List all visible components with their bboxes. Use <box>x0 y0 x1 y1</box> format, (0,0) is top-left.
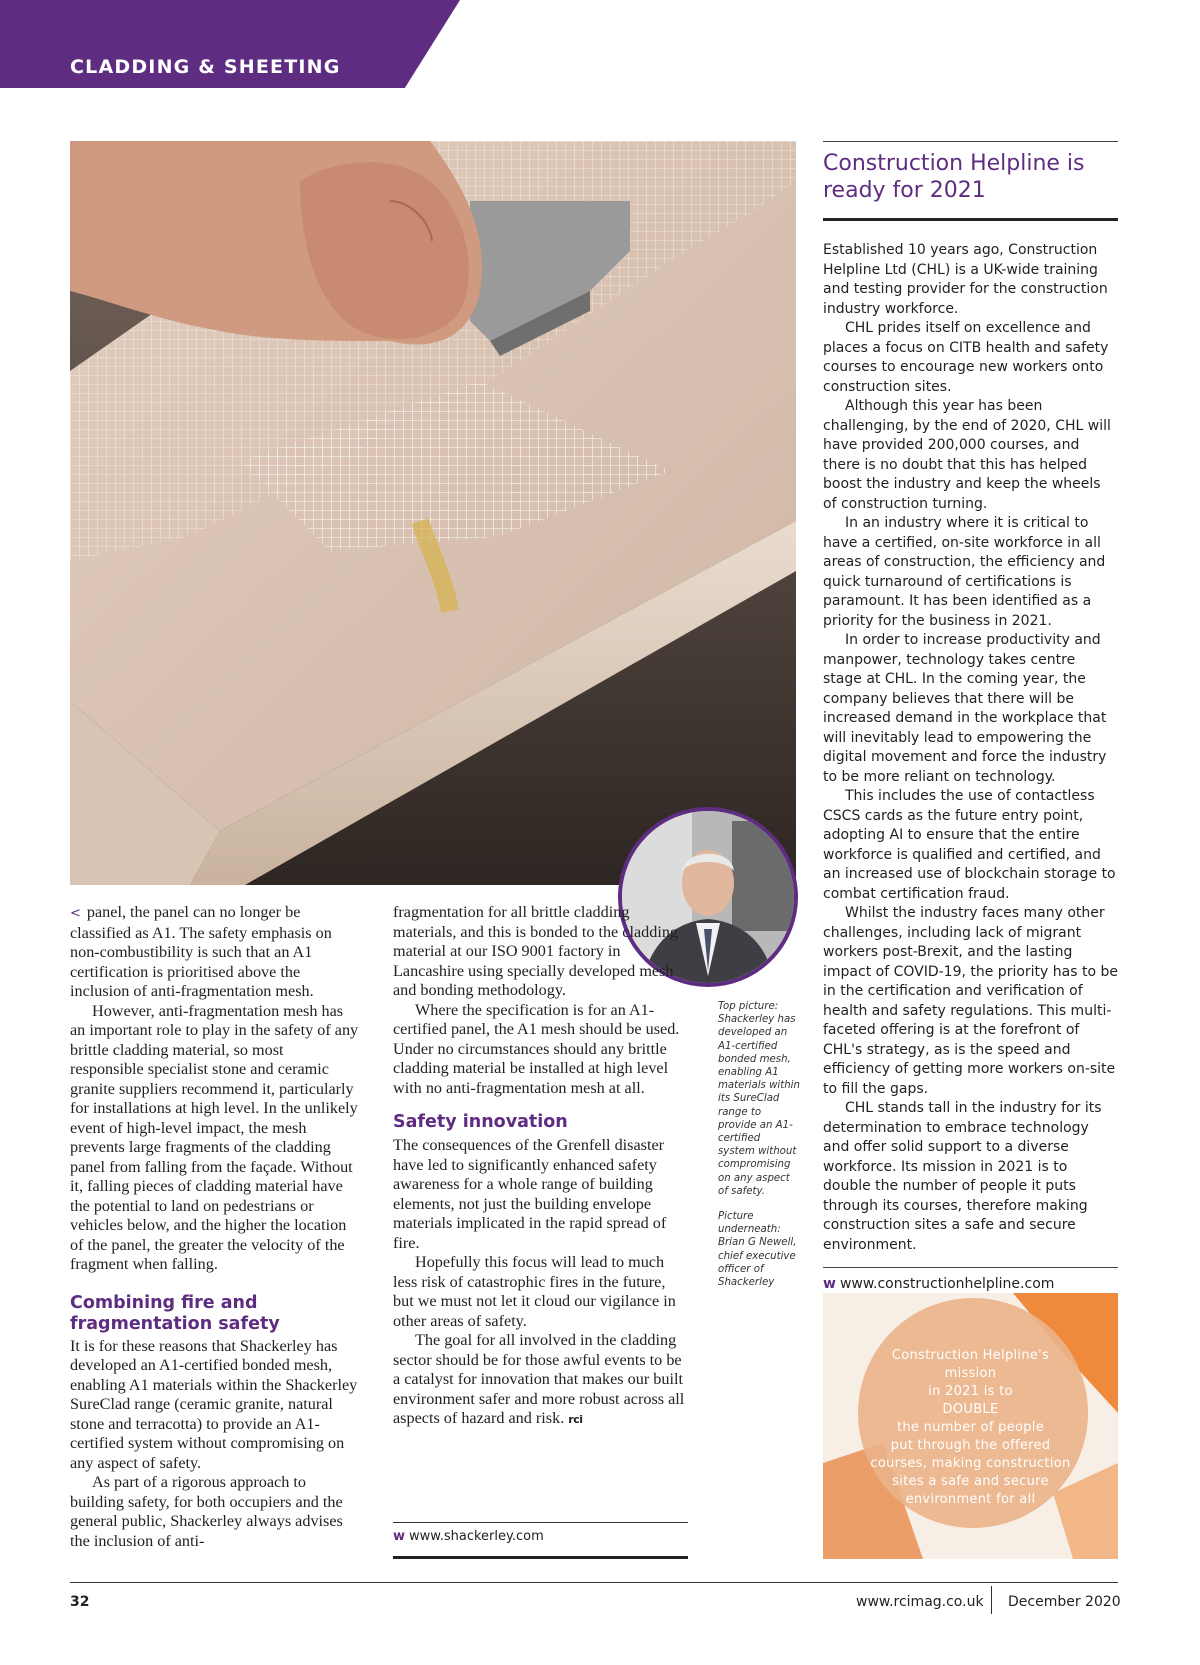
sidebar-title-rule <box>823 218 1118 221</box>
sidebar-web-link[interactable] <box>823 1267 1118 1292</box>
sidebar-body <box>823 241 1118 1255</box>
mission-graphic <box>823 1293 1118 1559</box>
article-column-2 <box>393 903 688 1430</box>
article-web-link[interactable] <box>393 1522 688 1559</box>
sidebar-paragraph: CHL prides itself on excellence and places a focus on CITB health and safety courses to encourage new workers onto construction sites. <box>823 320 1109 395</box>
paragraph: fragmentation for all brittle cladding materials, and this is bonded to the cladding material at our ISO 9001 factory in Lancashire using specially developed mesh and bonding methodology. <box>393 903 679 999</box>
footer-url[interactable]: www.rcimag.co.uk <box>856 1594 984 1610</box>
graphic-line: Construction Helpline's <box>891 1348 1050 1363</box>
web-url: www.constructionhelpline.com <box>839 1276 1055 1292</box>
sidebar-paragraph: This includes the use of contactless CSCS cards as the future entry point, adopting AI to ensure that the entire workforce is qualified and certified, and an increased use of blockchain storage to combat certification fraud. <box>823 788 1116 902</box>
caption-top: Top picture: Shackerley has developed an A1-certified bonded mesh, enabling A1 materials within its SureClad range to provide an A1-certified system without compromising on any aspect of safety. <box>718 1001 800 1197</box>
sidebar-paragraph: Whilst the industry faces many other challenges, including lack of migrant workers post-Brexit, and the lasting impact of COVID-19, the priority has to be in the certification and verification of health and safety regulations. This multi-faceted offering is at the forefront of CHL's strategy, as is the speed and efficiency of getting more workers on-site to fill the gaps. <box>823 905 1118 1097</box>
subheading: Combining fire and fragmentation safety <box>70 1292 280 1334</box>
paragraph-text: panel, the panel can no longer be classified as A1. The safety emphasis on non-combustibility is such that an A1 certification is prioritised above the inclusion of anti-fragmentation mesh. <box>70 903 332 1000</box>
graphic-line: DOUBLE <box>942 1402 999 1417</box>
photo-captions <box>718 1000 800 1301</box>
page-number: 32 <box>70 1594 90 1610</box>
graphic-line: courses, making construction <box>870 1456 1071 1471</box>
footer-divider <box>991 1586 992 1614</box>
paragraph <box>393 1331 688 1430</box>
sidebar-paragraph: CHL stands tall in the industry for its determination to embrace technology and offer solid support to a diverse workforce. Its mission in 2021 is to double the number of people it puts through its courses, therefore making construction sites a safe and secure environment. <box>823 1100 1102 1253</box>
sidebar-paragraph: Established 10 years ago, Construction Helpline Ltd (CHL) is a UK-wide training and testing provider for the construction industry workforce. <box>823 242 1108 317</box>
main-photo <box>70 141 796 885</box>
paragraph: Where the specification is for an A1-certified panel, the A1 mesh should be used. Under no circumstances should any brittle cladding material be installed at high level with no anti-fragmentation mesh at all. <box>393 1000 680 1097</box>
web-url: www.shackerley.com <box>409 1529 544 1544</box>
caption-bottom: Picture underneath: Brian G Newell, chief executive officer of Shackerley <box>718 1211 797 1289</box>
graphic-line: the number of people <box>896 1420 1045 1435</box>
paragraph: However, anti-fragmentation mesh has an important role to play in the safety of any brittle cladding material, so most responsible specialist stone and ceramic granite suppliers recommend it, particularly for installations at high level. In the unlikely event of high-level impact, the mesh prevents large fragments of the cladding panel from falling from the façade. Without it, falling pieces of cladding material have the potential to land on pedestrians or vehicles below, and the higher the location of the panel, the greater the velocity of the fragment when falling. <box>70 1001 359 1273</box>
continued-chevron-icon: < <box>70 906 81 921</box>
subheading: Safety innovation <box>393 1112 568 1132</box>
footer-rule <box>70 1582 1118 1583</box>
end-mark: rci <box>568 1413 583 1426</box>
footer-date: December 2020 <box>1008 1594 1121 1610</box>
paragraph: As part of a rigorous approach to building safety, for both occupiers and the general public, Shackerley always advises the inclusion of anti- <box>70 1473 343 1550</box>
section-title: CLADDING & SHEETING <box>70 56 341 78</box>
sidebar-paragraph: Although this year has been challenging, by the end of 2020, CHL will have provided 200,000 courses, and there is no doubt that this has helped boost the industry and keep the wheels of construction turning. <box>823 398 1111 512</box>
sidebar-paragraph: In order to increase productivity and manpower, technology takes centre stage at CHL. In the coming year, the company believes that there will be increased demand in the workplace that will inevitably lead to empowering the digital movement and force the industry to be more reliant on technology. <box>823 632 1107 785</box>
web-letter: w <box>823 1276 836 1292</box>
paragraph: The consequences of the Grenfell disaster have led to significantly enhanced safety awareness for a whole range of building elements, not just the building envelope materials implicated in the rapid spread of fire. <box>393 1136 667 1252</box>
graphic-line: in 2021 is to <box>928 1384 1013 1399</box>
article-column-1 <box>70 903 360 1551</box>
sidebar-title: Construction Helpline is ready for 2021 <box>823 151 1085 203</box>
paragraph: Hopefully this focus will lead to much less risk of catastrophic fires in the future, but we must not let it cloud our vigilance in other areas of safety. <box>393 1253 676 1330</box>
paragraph: It is for these reasons that Shackerley has developed an A1-certified bonded mesh, enabling A1 materials within the Shackerley SureClad range (ceramic granite, natural stone and terracotta) to provide an A1-certified system without compromising on any aspect of safety. <box>70 1336 358 1472</box>
graphic-line: mission <box>944 1366 997 1381</box>
graphic-line: sites a safe and secure <box>892 1474 1049 1489</box>
sidebar-top-rule <box>823 141 1118 142</box>
graphic-line: environment for all <box>905 1492 1036 1507</box>
mission-graphic-text <box>853 1347 1088 1509</box>
sidebar <box>823 141 1118 1292</box>
paragraph-text: The goal for all involved in the cladding sector should be for those awful events to be a catalyst for innovation that makes our built environment safer and more robust across all aspects of hazard and risk. <box>393 1331 685 1427</box>
paragraph <box>70 903 360 1002</box>
sidebar-paragraph: In an industry where it is critical to have a certified, on-site workforce in all areas of construction, the efficiency and quick turnaround of certifications is paramount. It has been identified as a priority for the business in 2021. <box>823 515 1106 629</box>
web-letter: w <box>393 1529 406 1544</box>
cladding-mesh-image <box>70 141 796 885</box>
graphic-line: put through the offered <box>890 1438 1051 1453</box>
